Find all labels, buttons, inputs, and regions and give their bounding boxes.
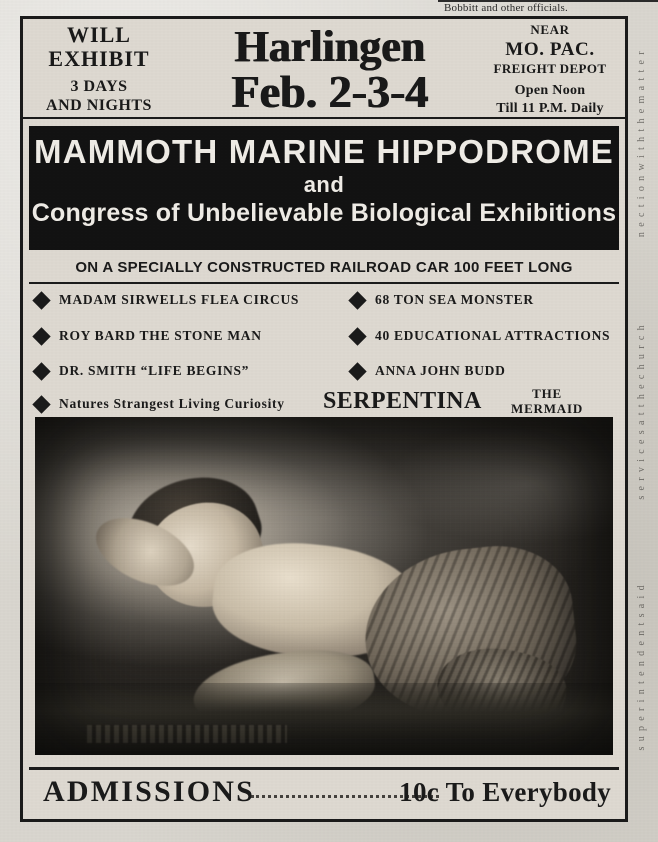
will-label: WILL bbox=[67, 22, 131, 47]
attraction-label: DR. SMITH “LIFE BEGINS” bbox=[59, 363, 250, 378]
attraction-label: 68 TON SEA MONSTER bbox=[375, 292, 534, 307]
neighbor-column-top bbox=[0, 0, 658, 16]
nights-label: AND NIGHTS bbox=[46, 96, 152, 114]
feature-name: SERPENTINA bbox=[323, 388, 482, 414]
banner-headline: MAMMOTH MARINE HIPPODROME bbox=[34, 133, 614, 170]
list-item bbox=[351, 328, 610, 344]
closing-time-label: Till 11 P.M. Daily bbox=[496, 101, 604, 117]
open-noon-label: Open Noon bbox=[514, 83, 586, 99]
city-title: Harlingen bbox=[234, 22, 426, 71]
header-left-block bbox=[29, 23, 169, 115]
list-item bbox=[35, 328, 262, 344]
days-label: 3 DAYS bbox=[70, 78, 128, 96]
admissions-label: ADMISSIONS bbox=[43, 775, 256, 808]
admission-price: 10c To Everybody bbox=[399, 777, 611, 807]
freight-depot-label: FREIGHT DEPOT bbox=[493, 60, 607, 76]
ad-header bbox=[23, 19, 625, 119]
advertisement bbox=[20, 16, 628, 822]
diamond-bullet-icon bbox=[32, 291, 50, 309]
photo-vignette bbox=[35, 417, 613, 755]
feature-tag-line-1: THE bbox=[532, 386, 562, 401]
feature-tag bbox=[511, 386, 583, 416]
attraction-label: 40 EDUCATIONAL ATTRACTIONS bbox=[375, 328, 611, 343]
neighbor-rail-line-1: n e c t i o n w i t h t h e m a t t e r bbox=[636, 50, 647, 238]
main-banner bbox=[29, 126, 619, 250]
attraction-label: MADAM SIRWELLS FLEA CIRCUS bbox=[59, 292, 300, 307]
list-item bbox=[351, 292, 534, 308]
diamond-bullet-icon bbox=[348, 327, 366, 345]
neighbor-column-right bbox=[636, 24, 656, 814]
neighbor-rail-line-3: s u p e r i n t e n d e n t s a i d bbox=[636, 584, 647, 751]
neighbor-column-text: Bobbitt and other officials. bbox=[444, 2, 568, 14]
railroad-label: MO. PAC. bbox=[505, 38, 595, 60]
photo-image bbox=[35, 417, 613, 755]
diamond-bullet-icon bbox=[32, 362, 50, 380]
banner-subheadline: Congress of Unbelievable Biological Exhibitions bbox=[31, 199, 617, 227]
diamond-bullet-icon bbox=[32, 327, 50, 345]
header-right-block bbox=[479, 23, 621, 117]
feature-tag-line-2: MERMAID bbox=[511, 401, 584, 416]
attraction-label: ANNA JOHN BUDD bbox=[375, 363, 506, 378]
diamond-bullet-icon bbox=[32, 395, 50, 413]
admissions-footer bbox=[29, 773, 619, 817]
header-center-block bbox=[169, 19, 491, 115]
attractions-list bbox=[33, 290, 615, 416]
banner-conjunction: and bbox=[303, 172, 345, 197]
list-item bbox=[35, 396, 285, 412]
exhibit-label: EXHIBIT bbox=[48, 46, 150, 72]
neighbor-rail-line-2: s e r v i c e s a t t h e c h u r c h bbox=[636, 324, 647, 500]
attraction-label: ROY BARD THE STONE MAN bbox=[59, 328, 262, 343]
list-item bbox=[351, 363, 506, 379]
diamond-bullet-icon bbox=[348, 291, 366, 309]
attraction-label: Natures Strangest Living Curiosity bbox=[59, 396, 285, 411]
dates-title: Feb. 2-3-4 bbox=[231, 66, 429, 117]
mermaid-photo bbox=[35, 417, 613, 755]
footer-rule bbox=[29, 767, 619, 770]
near-label: NEAR bbox=[530, 22, 570, 37]
list-item bbox=[35, 363, 249, 379]
list-item bbox=[35, 292, 299, 308]
subhead-rule bbox=[29, 282, 619, 284]
diamond-bullet-icon bbox=[348, 362, 366, 380]
railroad-car-subhead: ON A SPECIALLY CONSTRUCTED RAILROAD CAR 100 FEET LONG bbox=[75, 259, 573, 276]
